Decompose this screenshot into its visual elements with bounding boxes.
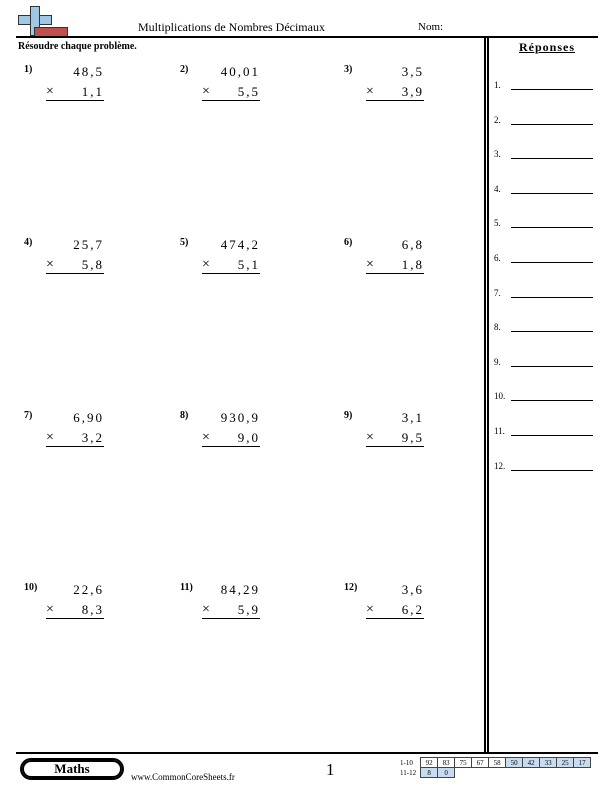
multiplier-row	[366, 84, 424, 101]
multiplier-row	[366, 257, 424, 274]
times-sign: ×	[366, 84, 374, 99]
problem-number: 6)	[344, 237, 353, 248]
score-cell: 33	[540, 758, 557, 768]
multiplicand: 3,5	[401, 64, 424, 79]
problem-number: 5)	[180, 237, 189, 248]
score-cell: 25	[557, 758, 574, 768]
problem-number: 2)	[180, 64, 189, 75]
problem-number: 9)	[344, 410, 353, 421]
score-cell: 0	[438, 768, 455, 778]
site-url[interactable]: www.CommonCoreSheets.fr	[131, 772, 235, 782]
times-sign: ×	[366, 430, 374, 445]
answer-label: 7.	[494, 288, 501, 298]
problem-number: 11)	[180, 582, 193, 593]
problem-number: 10)	[24, 582, 38, 593]
footer-rule	[16, 752, 598, 754]
answer-field[interactable]	[511, 470, 593, 471]
answer-field[interactable]	[511, 366, 593, 367]
page-title: Multiplications de Nombres Décimaux	[138, 20, 325, 34]
answer-field[interactable]	[511, 435, 593, 436]
multiplicand: 930,9	[220, 410, 260, 425]
score-cell: 42	[523, 758, 540, 768]
logo-icon	[16, 6, 70, 36]
times-sign: ×	[46, 430, 54, 445]
problem	[344, 237, 474, 297]
score-row	[398, 758, 591, 768]
multiplier-row	[202, 257, 260, 274]
score-cell: 92	[421, 758, 438, 768]
score-table	[398, 757, 591, 778]
answer-label: 2.	[494, 115, 501, 125]
multiplier: 5,1	[237, 257, 260, 272]
multiplier-row	[366, 430, 424, 447]
answer-field[interactable]	[511, 297, 593, 298]
multiplier: 1,8	[401, 257, 424, 272]
multiplier: 3,9	[401, 84, 424, 99]
score-row-label: 1-10	[400, 758, 413, 767]
answer-field[interactable]	[511, 193, 593, 194]
multiplicand: 6,8	[401, 237, 424, 252]
multiplier: 8,3	[81, 602, 104, 617]
answer-field[interactable]	[511, 400, 593, 401]
score-cell: 75	[455, 758, 472, 768]
multiplicand: 25,7	[73, 237, 104, 252]
problem-number: 12)	[344, 582, 358, 593]
multiplier-row	[202, 602, 260, 619]
multiplicand: 40,01	[220, 64, 260, 79]
multiplier: 5,9	[237, 602, 260, 617]
score-row	[398, 768, 591, 778]
answer-label: 12.	[494, 461, 506, 471]
multiplicand: 84,29	[220, 582, 260, 597]
answer-label: 8.	[494, 322, 501, 332]
answer-label: 1.	[494, 80, 501, 90]
problem	[24, 582, 154, 642]
problem-number: 3)	[344, 64, 353, 75]
answer-field[interactable]	[511, 158, 593, 159]
multiplier: 9,5	[401, 430, 424, 445]
times-sign: ×	[366, 257, 374, 272]
problem	[180, 237, 310, 297]
name-label: Nom:	[418, 21, 444, 33]
answer-label: 3.	[494, 149, 501, 159]
problem	[344, 582, 474, 642]
times-sign: ×	[202, 602, 210, 617]
times-sign: ×	[46, 84, 54, 99]
problem-number: 7)	[24, 410, 33, 421]
score-cell: 67	[472, 758, 489, 768]
multiplier-row	[46, 430, 104, 447]
multiplicand: 474,2	[220, 237, 260, 252]
instructions: Résoudre chaque problème.	[18, 41, 137, 52]
score-cell: 50	[506, 758, 523, 768]
problem	[344, 410, 474, 470]
multiplicand: 22,6	[73, 582, 104, 597]
multiplier: 5,5	[237, 84, 260, 99]
multiplicand: 3,6	[401, 582, 424, 597]
answer-label: 5.	[494, 218, 501, 228]
times-sign: ×	[202, 84, 210, 99]
multiplicand: 3,1	[401, 410, 424, 425]
times-sign: ×	[202, 430, 210, 445]
multiplicand: 6,90	[73, 410, 104, 425]
answer-field[interactable]	[511, 262, 593, 263]
multiplier-row	[46, 84, 104, 101]
answer-label: 10.	[494, 391, 506, 401]
multiplier-row	[202, 84, 260, 101]
score-cell: 17	[574, 758, 591, 768]
score-row-label: 11-12	[400, 768, 417, 777]
problem-number: 4)	[24, 237, 33, 248]
answer-label: 4.	[494, 184, 501, 194]
times-sign: ×	[46, 257, 54, 272]
answer-field[interactable]	[511, 227, 593, 228]
answer-label: 6.	[494, 253, 501, 263]
subject-badge: Maths	[20, 758, 124, 780]
problem	[24, 237, 154, 297]
answer-field[interactable]	[511, 89, 593, 90]
multiplier: 1,1	[81, 84, 104, 99]
problem-number: 8)	[180, 410, 189, 421]
answer-field[interactable]	[511, 331, 593, 332]
problem	[344, 64, 474, 124]
problem	[24, 410, 154, 470]
multiplicand: 48,5	[73, 64, 104, 79]
multiplier: 9,0	[237, 430, 260, 445]
times-sign: ×	[202, 257, 210, 272]
multiplier-row	[202, 430, 260, 447]
problem	[180, 64, 310, 124]
page-number: 1	[326, 760, 335, 779]
times-sign: ×	[46, 602, 54, 617]
problem-number: 1)	[24, 64, 33, 75]
answer-label: 9.	[494, 357, 501, 367]
score-cell: 83	[438, 758, 455, 768]
problem	[24, 64, 154, 124]
answers-title: Réponses	[518, 40, 575, 54]
column-divider	[484, 38, 489, 752]
multiplier-row	[366, 602, 424, 619]
times-sign: ×	[366, 602, 374, 617]
score-cell: 58	[489, 758, 506, 768]
problem	[180, 410, 310, 470]
header-rule	[16, 36, 598, 38]
multiplier: 6,2	[401, 602, 424, 617]
multiplier-row	[46, 257, 104, 274]
answer-label: 11.	[494, 426, 505, 436]
problem	[180, 582, 310, 642]
answer-field[interactable]	[511, 124, 593, 125]
multiplier: 5,8	[81, 257, 104, 272]
multiplier-row	[46, 602, 104, 619]
multiplier: 3,2	[81, 430, 104, 445]
score-cell: 8	[421, 768, 438, 778]
